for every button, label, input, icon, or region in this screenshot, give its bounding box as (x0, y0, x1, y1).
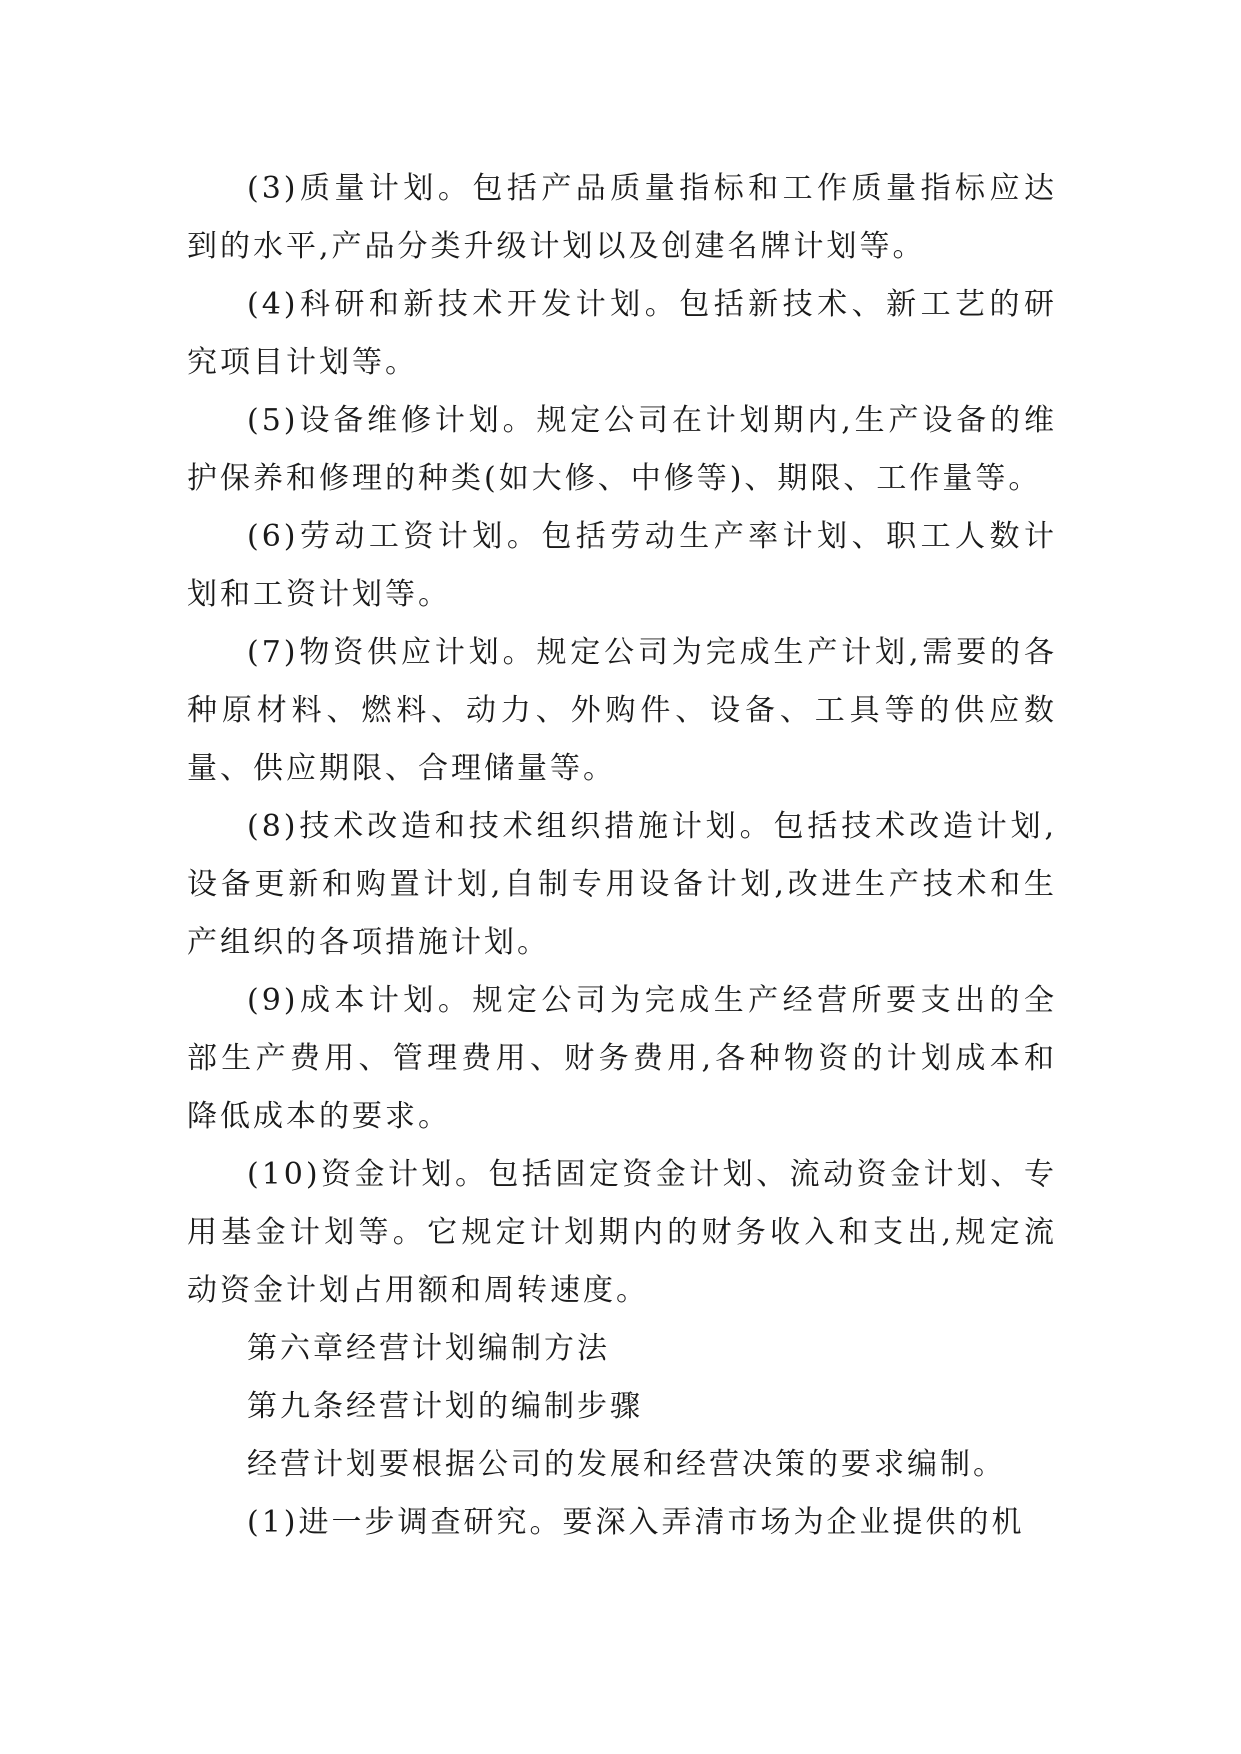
paragraph-equipment-maintenance-plan: (5)设备维修计划。规定公司在计划期内,生产设备的维护保养和修理的种类(如大修、中修等)、期限、工作量等。 (187, 403, 1057, 496)
paragraph-funding-plan: (10)资金计划。包括固定资金计划、流动资金计划、专用基金计划等。它规定计划期内的财务收入和支出,规定流动资金计划占用额和周转速度。 (187, 1157, 1057, 1308)
paragraph-quality-plan: (3)质量计划。包括产品质量指标和工作质量指标应达到的水平,产品分类升级计划以及创建名牌计划等。 (187, 171, 1057, 264)
paragraph-intro: 经营计划要根据公司的发展和经营决策的要求编制。 (247, 1447, 1006, 1482)
paragraph-labor-wage-plan: (6)劳动工资计划。包括劳动生产率计划、职工人数计划和工资计划等。 (187, 519, 1057, 612)
paragraph-rd-plan: (4)科研和新技术开发计划。包括新技术、新工艺的研究项目计划等。 (187, 287, 1057, 380)
article-heading: 第九条经营计划的编制步骤 (247, 1389, 643, 1424)
paragraph-step-one: (1)进一步调查研究。要深入弄清市场为企业提供的机 (247, 1505, 1025, 1540)
paragraph-material-supply-plan: (7)物资供应计划。规定公司为完成生产计划,需要的各种原材料、燃料、动力、外购件、设备、工具等的供应数量、供应期限、合理储量等。 (187, 635, 1057, 786)
chapter-heading: 第六章经营计划编制方法 (247, 1331, 610, 1366)
document-body (187, 160, 1057, 1552)
paragraph-cost-plan: (9)成本计划。规定公司为完成生产经营所要支出的全部生产费用、管理费用、财务费用,各种物资的计划成本和降低成本的要求。 (187, 983, 1057, 1134)
paragraph-tech-renovation-plan: (8)技术改造和技术组织措施计划。包括技术改造计划,设备更新和购置计划,自制专用设备计划,改进生产技术和生产组织的各项措施计划。 (187, 809, 1057, 960)
